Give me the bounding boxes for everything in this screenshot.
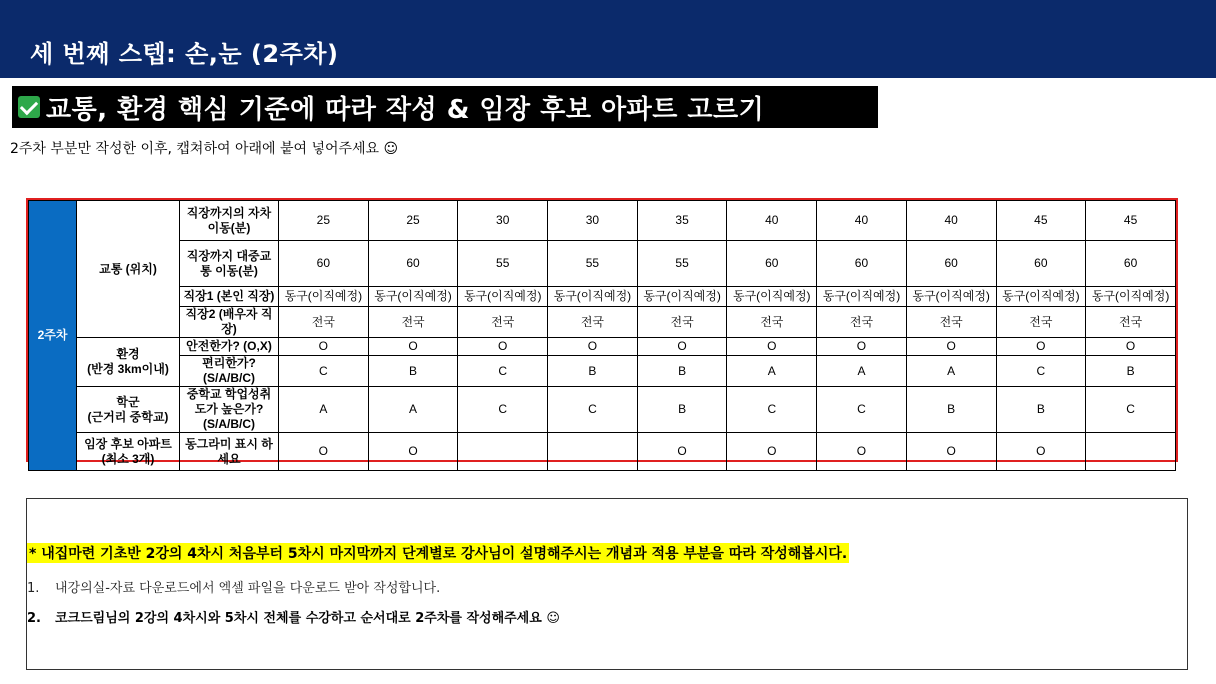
note-highlight: * 내집마련 기초반 2강의 4차시 처음부터 5차시 마지막까지 단계별로 강사님이 설명해주시는 개념과 적용 부분을 따라 작성해봅시다. xyxy=(27,543,849,563)
note-step-2-number: 2. xyxy=(27,611,41,626)
cell-job1-5: 동구(이직예정) xyxy=(637,287,727,307)
cell-convenient-4: B xyxy=(548,356,638,387)
cell-academic-3: C xyxy=(458,387,548,433)
cell-car-6: 40 xyxy=(727,201,817,241)
cell-mark-2: O xyxy=(368,433,458,471)
cell-mark-4 xyxy=(548,433,638,471)
cell-transit-7: 60 xyxy=(817,241,907,287)
cell-job2-4: 전국 xyxy=(548,307,638,338)
cell-transit-1: 60 xyxy=(279,241,369,287)
criterion-mark: 동그라미 표시 하세요 xyxy=(180,433,279,471)
cell-mark-9: O xyxy=(996,433,1086,471)
group-environment xyxy=(77,338,180,387)
cell-academic-10: C xyxy=(1086,387,1176,433)
table-row xyxy=(29,287,1176,307)
cell-academic-1: A xyxy=(279,387,369,433)
instruction-text: 2주차 부분만 작성한 이후, 캡쳐하여 아래에 붙여 넣어주세요 ☺ xyxy=(10,141,399,157)
criteria-grid xyxy=(28,200,1176,471)
week-cell: 2주차 xyxy=(29,201,77,471)
cell-transit-3: 55 xyxy=(458,241,548,287)
table-row xyxy=(29,338,1176,356)
cell-mark-6: O xyxy=(727,433,817,471)
cell-convenient-10: B xyxy=(1086,356,1176,387)
cell-car-1: 25 xyxy=(279,201,369,241)
cell-mark-5: O xyxy=(637,433,727,471)
cell-mark-7: O xyxy=(817,433,907,471)
note-step-2-text: 코크드림님의 2강의 4차시와 5차시 전체를 수강하고 순서대로 2주차를 작성해주세요 ☺ xyxy=(55,611,560,626)
criterion-convenient: 편리한가? (S/A/B/C) xyxy=(180,356,279,387)
note-step-2 xyxy=(27,607,560,626)
cell-job1-1: 동구(이직예정) xyxy=(279,287,369,307)
cell-academic-6: C xyxy=(727,387,817,433)
cell-transit-10: 60 xyxy=(1086,241,1176,287)
cell-job1-9: 동구(이직예정) xyxy=(996,287,1086,307)
cell-academic-8: B xyxy=(906,387,996,433)
cell-job2-1: 전국 xyxy=(279,307,369,338)
group-environment-line2: (반경 3km이내) xyxy=(87,362,169,376)
cell-job1-4: 동구(이직예정) xyxy=(548,287,638,307)
cell-mark-10 xyxy=(1086,433,1176,471)
criterion-job2: 직장2 (배우자 직장) xyxy=(180,307,279,338)
cell-convenient-3: C xyxy=(458,356,548,387)
cell-safe-4: O xyxy=(548,338,638,356)
cell-job2-3: 전국 xyxy=(458,307,548,338)
cell-academic-7: C xyxy=(817,387,907,433)
table-row xyxy=(29,387,1176,433)
cell-car-2: 25 xyxy=(368,201,458,241)
group-candidate-line1: 임장 후보 아파트 xyxy=(84,436,172,451)
table-row xyxy=(29,241,1176,287)
cell-car-3: 30 xyxy=(458,201,548,241)
table-row xyxy=(29,356,1176,387)
header-bar xyxy=(0,0,1216,78)
cell-safe-7: O xyxy=(817,338,907,356)
cell-convenient-1: C xyxy=(279,356,369,387)
cell-job2-10: 전국 xyxy=(1086,307,1176,338)
group-school xyxy=(77,387,180,433)
cell-academic-9: B xyxy=(996,387,1086,433)
table-row xyxy=(29,433,1176,471)
note-step-1-text: 내강의실-자료 다운로드에서 엑셀 파일을 다운로드 받아 작성합니다. xyxy=(55,581,441,596)
cell-academic-5: B xyxy=(637,387,727,433)
cell-transit-5: 55 xyxy=(637,241,727,287)
note-step-1-number: 1. xyxy=(27,581,40,596)
criterion-job1: 직장1 (본인 직장) xyxy=(180,287,279,307)
cell-mark-8: O xyxy=(906,433,996,471)
note-step-1 xyxy=(27,577,440,596)
cell-transit-2: 60 xyxy=(368,241,458,287)
cell-job2-2: 전국 xyxy=(368,307,458,338)
cell-safe-9: O xyxy=(996,338,1086,356)
group-candidate-line2: (최소 3개) xyxy=(101,451,155,466)
cell-job1-3: 동구(이직예정) xyxy=(458,287,548,307)
criterion-transit: 직장까지 대중교통 이동(분) xyxy=(180,241,279,287)
group-traffic: 교통 (위치) xyxy=(77,201,180,338)
cell-safe-8: O xyxy=(906,338,996,356)
table-row xyxy=(29,201,1176,241)
cell-safe-1: O xyxy=(279,338,369,356)
cell-safe-2: O xyxy=(368,338,458,356)
criterion-academic: 중학교 학업성취도가 높은가? (S/A/B/C) xyxy=(180,387,279,433)
cell-car-9: 45 xyxy=(996,201,1086,241)
cell-transit-4: 55 xyxy=(548,241,638,287)
page-title: 세 번째 스텝: 손,눈 (2주차) xyxy=(30,40,339,68)
check-icon xyxy=(18,96,40,118)
cell-convenient-2: B xyxy=(368,356,458,387)
group-school-line2: (근거리 중학교) xyxy=(87,409,169,424)
cell-car-7: 40 xyxy=(817,201,907,241)
group-environment-line1: 환경 xyxy=(116,347,140,361)
group-school-line1: 학군 xyxy=(116,394,140,409)
criteria-table xyxy=(26,198,1178,466)
cell-car-5: 35 xyxy=(637,201,727,241)
criterion-safe: 안전한가? (O,X) xyxy=(180,338,279,356)
cell-job2-6: 전국 xyxy=(727,307,817,338)
cell-car-8: 40 xyxy=(906,201,996,241)
cell-job1-10: 동구(이직예정) xyxy=(1086,287,1176,307)
cell-mark-3 xyxy=(458,433,548,471)
cell-safe-3: O xyxy=(458,338,548,356)
cell-job2-5: 전국 xyxy=(637,307,727,338)
cell-job1-2: 동구(이직예정) xyxy=(368,287,458,307)
cell-transit-6: 60 xyxy=(727,241,817,287)
cell-job1-6: 동구(이직예정) xyxy=(727,287,817,307)
group-candidate xyxy=(77,433,180,471)
cell-safe-6: O xyxy=(727,338,817,356)
cell-convenient-7: A xyxy=(817,356,907,387)
cell-convenient-6: A xyxy=(727,356,817,387)
cell-convenient-8: A xyxy=(906,356,996,387)
cell-job2-8: 전국 xyxy=(906,307,996,338)
cell-mark-1: O xyxy=(279,433,369,471)
cell-academic-4: C xyxy=(548,387,638,433)
cell-job2-9: 전국 xyxy=(996,307,1086,338)
cell-academic-2: A xyxy=(368,387,458,433)
cell-job1-8: 동구(이직예정) xyxy=(906,287,996,307)
cell-car-10: 45 xyxy=(1086,201,1176,241)
cell-job2-7: 전국 xyxy=(817,307,907,338)
cell-safe-10: O xyxy=(1086,338,1176,356)
section-heading xyxy=(12,86,878,128)
cell-safe-5: O xyxy=(637,338,727,356)
section-heading-text: 교통, 환경 핵심 기준에 따라 작성 & 임장 후보 아파트 고르기 xyxy=(46,94,765,125)
cell-convenient-5: B xyxy=(637,356,727,387)
notes-box xyxy=(26,498,1188,670)
cell-convenient-9: C xyxy=(996,356,1086,387)
criterion-car: 직장까지의 자차 이동(분) xyxy=(180,201,279,241)
cell-job1-7: 동구(이직예정) xyxy=(817,287,907,307)
cell-transit-9: 60 xyxy=(996,241,1086,287)
cell-transit-8: 60 xyxy=(906,241,996,287)
table-row xyxy=(29,307,1176,338)
cell-car-4: 30 xyxy=(548,201,638,241)
